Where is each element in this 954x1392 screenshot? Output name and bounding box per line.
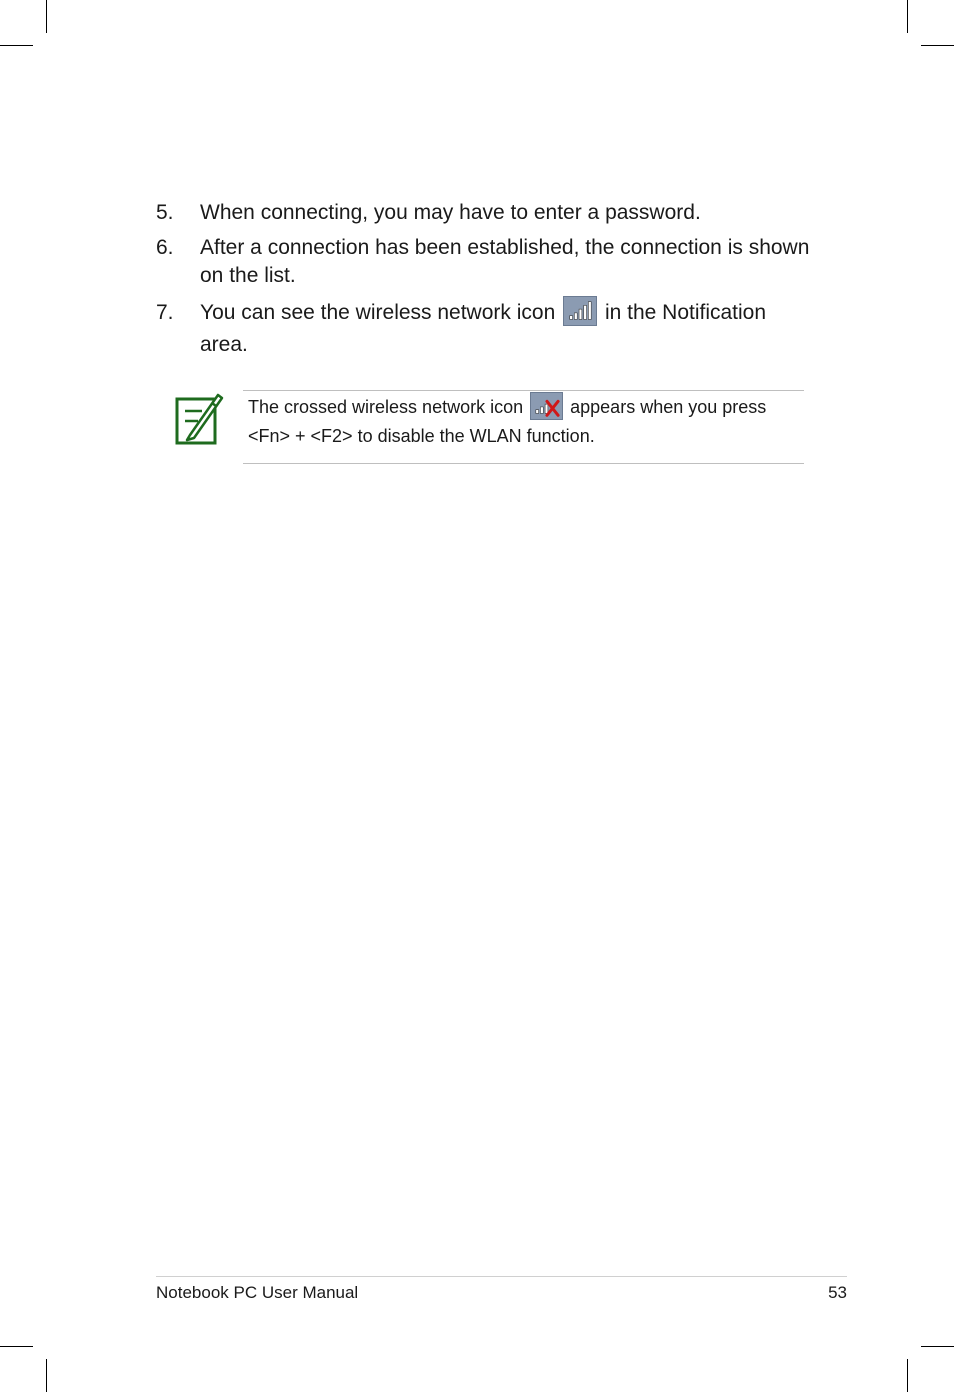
footer-divider	[156, 1276, 847, 1277]
note-box	[243, 390, 804, 464]
crop-mark	[0, 45, 33, 46]
footer-title: Notebook PC User Manual	[156, 1283, 359, 1302]
crop-mark	[921, 1346, 954, 1347]
steps-list	[156, 199, 816, 368]
crop-mark	[46, 1359, 47, 1392]
crop-mark	[907, 0, 908, 33]
step-text: When connecting, you may have to enter a password.	[200, 201, 701, 224]
note-pencil-icon	[172, 391, 224, 447]
list-item	[156, 297, 816, 361]
list-item	[156, 199, 816, 227]
step-number: 6.	[156, 236, 174, 259]
wireless-network-icon	[563, 296, 597, 326]
step-text-after: in the Notification area.	[200, 301, 767, 356]
crop-mark	[46, 0, 47, 33]
note-text-before: The crossed wireless network icon	[248, 397, 524, 417]
step-text-before: You can see the wireless network icon	[200, 301, 556, 324]
list-item	[156, 234, 816, 290]
page-number: 53	[828, 1283, 847, 1302]
crop-mark	[0, 1346, 33, 1347]
step-number: 7.	[156, 301, 174, 324]
crossed-wireless-network-icon	[530, 392, 563, 420]
crop-mark	[907, 1359, 908, 1392]
note-text-after: appears when you press <Fn> + <F2> to disable the WLAN function.	[248, 397, 767, 447]
crop-mark	[921, 45, 954, 46]
step-text: After a connection has been established, the connection is shown on the list.	[200, 236, 810, 287]
step-number: 5.	[156, 201, 174, 224]
